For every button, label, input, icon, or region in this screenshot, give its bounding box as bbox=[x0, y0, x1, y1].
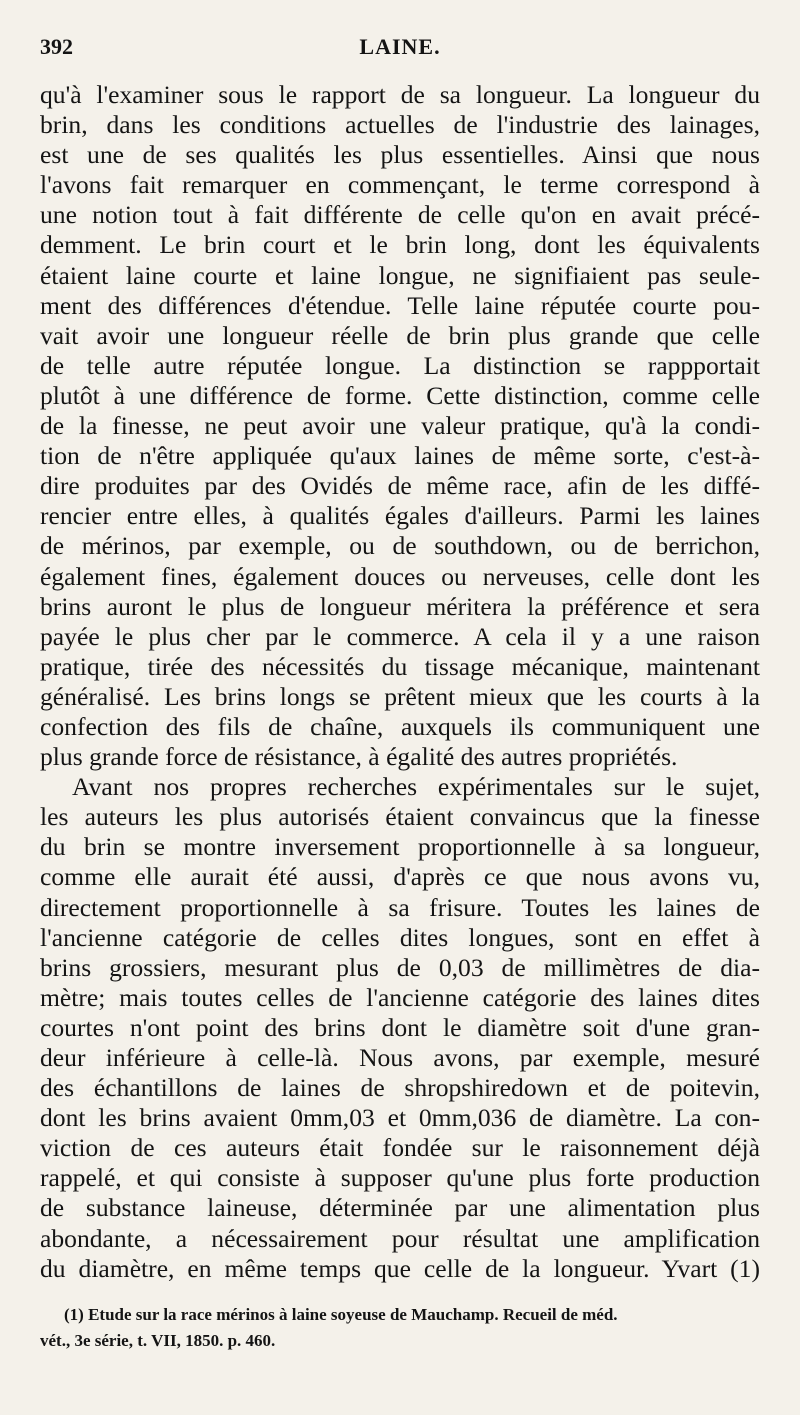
text-line: est une de ses qualités les plus essentielles. Ainsi que nous bbox=[40, 140, 760, 170]
body-text bbox=[40, 80, 760, 1284]
text-line: les auteurs les plus autorisés étaient convaincus que la finesse bbox=[40, 802, 760, 832]
text-line: brins grossiers, mesurant plus de 0,03 de millimètres de dia- bbox=[40, 952, 760, 982]
paragraph-start-line: Avant nos propres recherches expérimentales sur le sujet, bbox=[72, 772, 760, 802]
text-line: pratique, tirée des nécessités du tissage mécanique, maintenant bbox=[40, 651, 760, 681]
footnote-line: (1) Etude sur la race mérinos à laine soyeuse de Mauchamp. Recueil de méd. bbox=[64, 1304, 618, 1324]
text-line: dire produites par des Ovidés de même race, afin de les diffé- bbox=[40, 471, 760, 501]
text-line: de mérinos, par exemple, ou de southdown, ou de berrichon, bbox=[40, 531, 760, 561]
text-line: du brin se montre inversement proportionnelle à sa longueur, bbox=[40, 832, 760, 862]
text-line: de la finesse, ne peut avoir une valeur pratique, qu'à la condi- bbox=[40, 411, 760, 441]
text-line: demment. Le brin court et le brin long, dont les équivalents bbox=[40, 230, 760, 260]
text-line: confection des fils de chaîne, auxquels ils communiquent une bbox=[40, 711, 760, 741]
text-line: rappelé, et qui consiste à supposer qu'une plus forte production bbox=[40, 1163, 760, 1193]
text-line: viction de ces auteurs était fondée sur le raisonnement déjà bbox=[40, 1133, 760, 1163]
text-line: étaient laine courte et laine longue, ne signifiaient pas seule- bbox=[40, 260, 760, 290]
text-line: vait avoir une longueur réelle de brin plus grande que celle bbox=[40, 320, 760, 350]
text-line: directement proportionnelle à sa frisure. Toutes les laines de bbox=[40, 892, 760, 922]
text-line: brin, dans les conditions actuelles de l'industrie des lainages, bbox=[40, 110, 760, 140]
text-line: abondante, a nécessairement pour résultat une amplification bbox=[40, 1223, 760, 1253]
text-line: comme elle aurait été aussi, d'après ce que nous avons vu, bbox=[40, 862, 760, 892]
text-line: du diamètre, en même temps que celle de la longueur. Yvart (1) bbox=[40, 1253, 760, 1283]
text-line: également fines, également douces ou nerveuses, celle dont les bbox=[40, 561, 760, 591]
text-line: brins auront le plus de longueur méritera la préférence et sera bbox=[40, 591, 760, 621]
text-line: l'ancienne catégorie de celles dites longues, sont en effet à bbox=[40, 922, 760, 952]
text-line: plutôt à une différence de forme. Cette distinction, comme celle bbox=[40, 380, 760, 410]
text-line: payée le plus cher par le commerce. A cela il y a une raison bbox=[40, 621, 760, 651]
running-head: LAINE. bbox=[359, 34, 441, 59]
text-line: généralisé. Les brins longs se prêtent mieux que les courts à la bbox=[40, 681, 760, 711]
page-number: 392 bbox=[40, 34, 73, 59]
text-line: plus grande force de résistance, à égalité des autres propriétés. bbox=[40, 742, 678, 772]
text-line: des échantillons de laines de shropshiredown et de poitevin, bbox=[40, 1073, 760, 1103]
text-line: courtes n'ont point des brins dont le diamètre soit d'une gran- bbox=[40, 1012, 760, 1042]
footnote bbox=[40, 1302, 760, 1354]
text-line: de telle autre réputée longue. La distinction se rappportait bbox=[40, 350, 760, 380]
text-line: tion de n'être appliquée qu'aux laines de même sorte, c'est-à- bbox=[40, 441, 760, 471]
page-header bbox=[40, 32, 760, 72]
text-line: ment des différences d'étendue. Telle laine réputée courte pou- bbox=[40, 290, 760, 320]
text-line: rencier entre elles, à qualités égales d'ailleurs. Parmi les laines bbox=[40, 501, 760, 531]
text-line: mètre; mais toutes celles de l'ancienne catégorie des laines dites bbox=[40, 982, 760, 1012]
text-line: de substance laineuse, déterminée par une alimentation plus bbox=[40, 1193, 760, 1223]
text-line: une notion tout à fait différente de celle qu'on en avait précé- bbox=[40, 200, 760, 230]
text-line: qu'à l'examiner sous le rapport de sa longueur. La longueur du bbox=[40, 80, 760, 109]
text-line: dont les brins avaient 0mm,03 et 0mm,036 de diamètre. La con- bbox=[40, 1103, 760, 1133]
text-line: deur inférieure à celle-là. Nous avons, par exemple, mesuré bbox=[40, 1043, 760, 1072]
footnote-line: vét., 3e série, t. VII, 1850. p. 460. bbox=[40, 1330, 276, 1350]
text-line: l'avons fait remarquer en commençant, le terme correspond à bbox=[40, 170, 760, 200]
